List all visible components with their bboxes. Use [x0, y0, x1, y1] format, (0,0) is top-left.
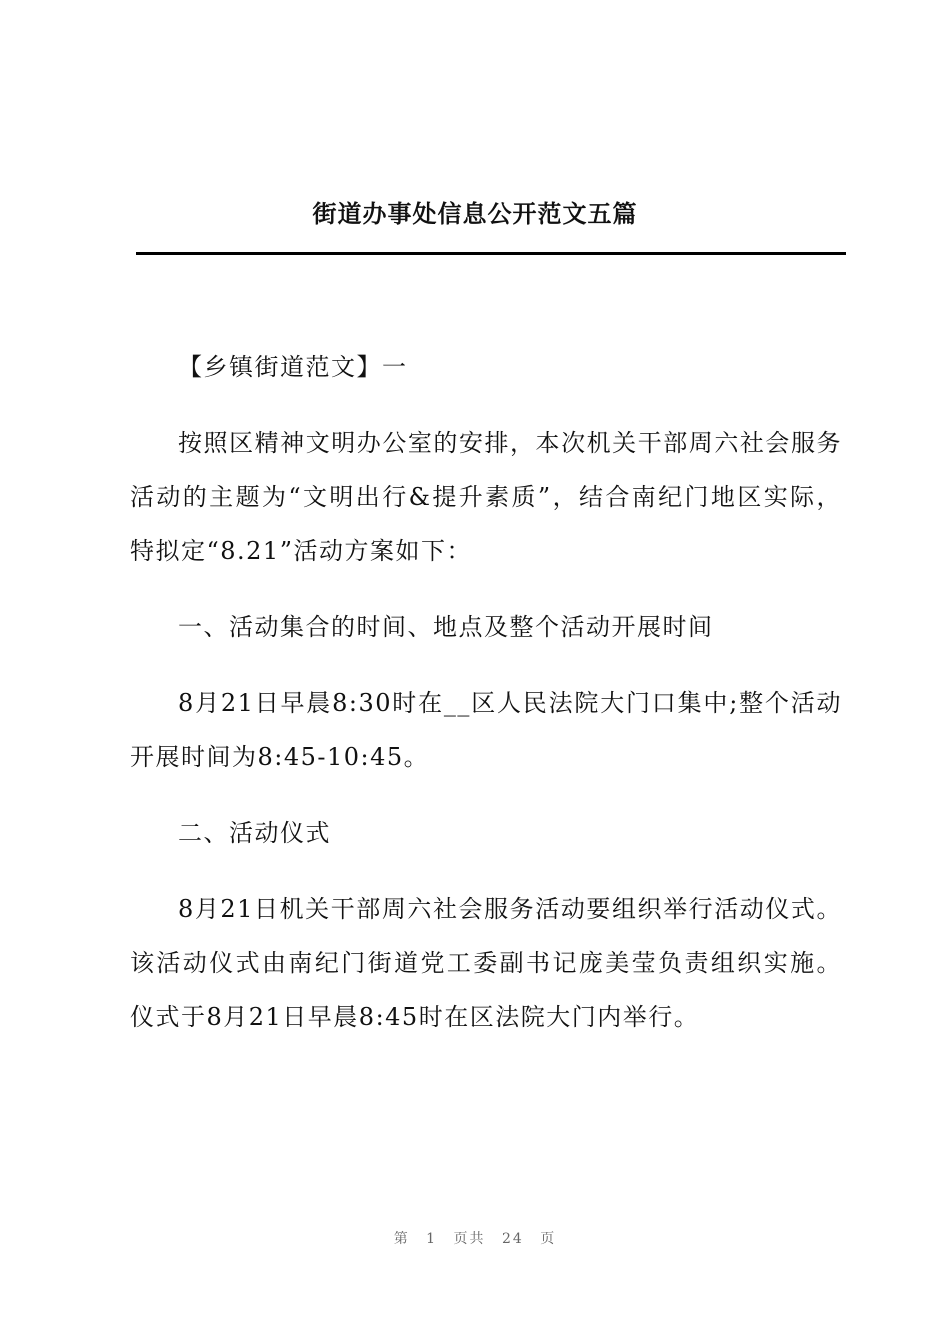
footer-label-page: 第 [393, 1231, 410, 1247]
footer-label-of: 页共 [453, 1231, 486, 1247]
title-underline [136, 252, 846, 255]
section-item-1: 一、活动集合的时间、地点及整个活动开展时间 [178, 613, 714, 641]
paragraph-intro: 按照区精神文明办公室的安排，本次机关干部周六社会服务活动的主题为“文明出行&提升素质”，结合南纪门地区实际，特拟定“8.21”活动方案如下： [130, 429, 842, 565]
page-footer [0, 1228, 950, 1250]
section-heading-1: 【乡镇街道范文】一 [178, 353, 408, 381]
paragraph-time: 8月21日早晨8:30时在__区人民法院大门口集中;整个活动开展时间为8:45-10:45。 [130, 689, 842, 771]
document-body [130, 340, 842, 1066]
document-title: 街道办事处信息公开范文五篇 [312, 200, 638, 228]
footer-label-end: 页 [540, 1231, 557, 1247]
footer-total-pages: 24 [502, 1231, 524, 1247]
section-item-2: 二、活动仪式 [178, 819, 331, 847]
paragraph-ceremony: 8月21日机关干部周六社会服务活动要组织举行活动仪式。该活动仪式由南纪门街道党工委副书记庞美莹负责组织实施。仪式于8月21日早晨8:45时在区法院大门内举行。 [130, 895, 842, 1031]
footer-current-page: 1 [426, 1231, 438, 1247]
